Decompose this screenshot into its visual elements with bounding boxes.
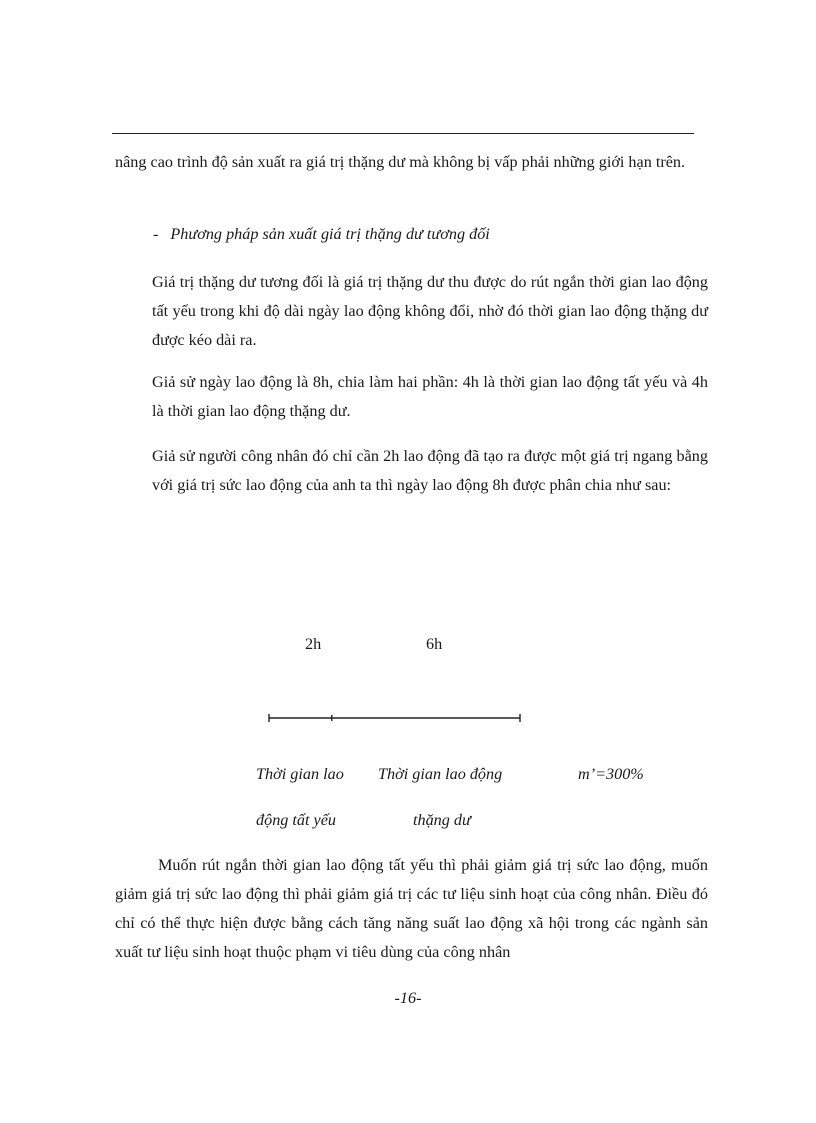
segment-2-label-line1: Thời gian lao động <box>378 765 503 783</box>
paragraph-continuation: nâng cao trình độ sản xuất ra giá trị thặng dư mà không bị vấp phải những giới hạn trên. <box>115 153 686 171</box>
paragraph-assumption-1: Giả sử ngày lao động là 8h, chia làm hai phần: 4h là thời gian lao động tất yếu và 4h là thời gian lao động thặng dư. <box>152 373 708 420</box>
paragraph-definition: Giá trị thặng dư tương đối là giá trị thặng dư thu được do rút ngắn thời gian lao động tất yếu trong khi độ dài ngày lao động không đổi, nhờ đó thời gian lao động thặng dư được kéo dài ra. <box>152 273 708 349</box>
heading-text: Phương pháp sản xuất giá trị thặng dư tương đối <box>170 225 490 243</box>
section-heading <box>153 225 490 244</box>
segment-2-label-line2: thặng dư <box>413 811 471 829</box>
workday-timeline <box>268 708 522 728</box>
segment-2-hours: 6h <box>426 635 443 653</box>
paragraph-conclusion: Muốn rút ngắn thời gian lao động tất yếu thì phải giảm giá trị sức lao động, muốn giảm giá trị sức lao động thì phải giảm giá trị các tư liệu sinh hoạt của công nhân. Điều đó chỉ có thể thực hiện được bằng cách tăng năng suất lao động xã hội trong các ngành sản xuất tư liệu sinh hoạt thuộc phạm vi tiêu dùng của công nhân <box>115 856 708 961</box>
segment-1-label-line2: động tất yếu <box>256 811 337 829</box>
page-number: -16- <box>394 989 422 1007</box>
header-rule <box>112 133 694 134</box>
heading-bullet: - <box>153 225 159 243</box>
segment-1-label-line1: Thời gian lao <box>256 765 344 783</box>
surplus-rate: m’=300% <box>578 765 644 783</box>
segment-1-hours: 2h <box>305 635 322 653</box>
paragraph-assumption-2: Giả sử người công nhân đó chỉ cần 2h lao động đã tạo ra được một giá trị ngang bằng với giá trị sức lao động của anh ta thì ngày lao động 8h được phân chia như sau: <box>152 447 708 494</box>
